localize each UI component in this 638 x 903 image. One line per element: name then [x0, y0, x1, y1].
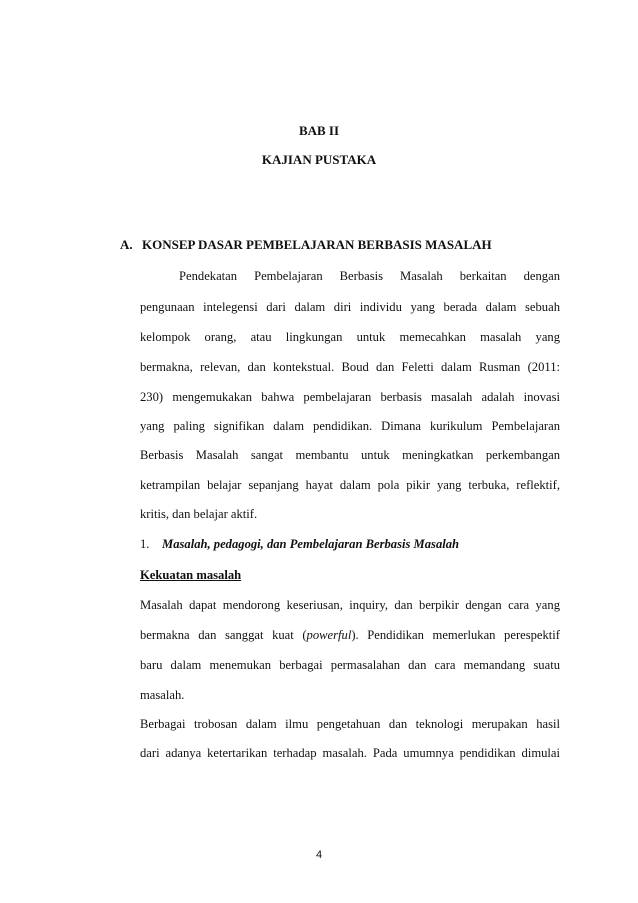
italic-term: powerful: [306, 628, 352, 642]
paragraph-line: dari adanya ketertarikan terhadap masalah. Pada umumnya pendidikan dimulai: [140, 746, 560, 760]
paragraph-line: kelompok orang, atau lingkungan untuk memecahkan masalah yang: [140, 330, 560, 344]
subsection-number: 1.: [140, 537, 150, 551]
subsection-title: Masalah, pedagogi, dan Pembelajaran Berbasis Masalah: [162, 537, 460, 551]
paragraph-line: [140, 628, 560, 643]
paragraph-line: Berbagai trobosan dalam ilmu pengetahuan dan teknologi merupakan hasil: [140, 717, 560, 731]
underlined-heading: Kekuatan masalah: [140, 568, 242, 582]
paragraph-line: pengunaan intelegensi dari dalam diri individu yang berada dalam sebuah: [140, 300, 560, 314]
text-run: bermakna dan sanggat kuat (: [140, 628, 307, 642]
paragraph-line: bermakna, relevan, dan kontekstual. Boud dan Feletti dalam Rusman (2011:: [140, 360, 560, 374]
paragraph-line: masalah.: [140, 688, 185, 702]
chapter-title: KAJIAN PUSTAKA: [261, 152, 377, 167]
paragraph-line: ketrampilan belajar sepanjang hayat dalam pola pikir yang terbuka, reflektif,: [140, 478, 560, 492]
paragraph-line: Berbasis Masalah sangat membantu untuk meningkatkan perkembangan: [140, 448, 560, 462]
section-title: KONSEP DASAR PEMBELAJARAN BERBASIS MASALAH: [142, 237, 492, 252]
paragraph-line: baru dalam menemukan berbagai permasalahan dan cara memandang suatu: [140, 658, 560, 672]
subsection-heading: [140, 537, 459, 552]
section-heading: [120, 237, 492, 253]
paragraph-line: kritis, dan belajar aktif.: [140, 507, 258, 521]
text-run: ). Pendidikan memerlukan perespektif: [351, 628, 560, 642]
paragraph-line: Pendekatan Pembelajaran Berbasis Masalah berkaitan dengan: [179, 269, 560, 283]
paragraph-line: Masalah dapat mendorong keseriusan, inquiry, dan berpikir dengan cara yang: [140, 598, 560, 612]
page-number: 4: [315, 849, 323, 861]
paragraph-line: yang paling signifikan dalam pendidikan. Dimana kurikulum Pembelajaran: [140, 419, 560, 433]
chapter-number: BAB II: [298, 123, 340, 138]
section-letter: A.: [120, 237, 133, 252]
paragraph-line: 230) mengemukakan bahwa pembelajaran berbasis masalah adalah inovasi: [140, 390, 560, 404]
